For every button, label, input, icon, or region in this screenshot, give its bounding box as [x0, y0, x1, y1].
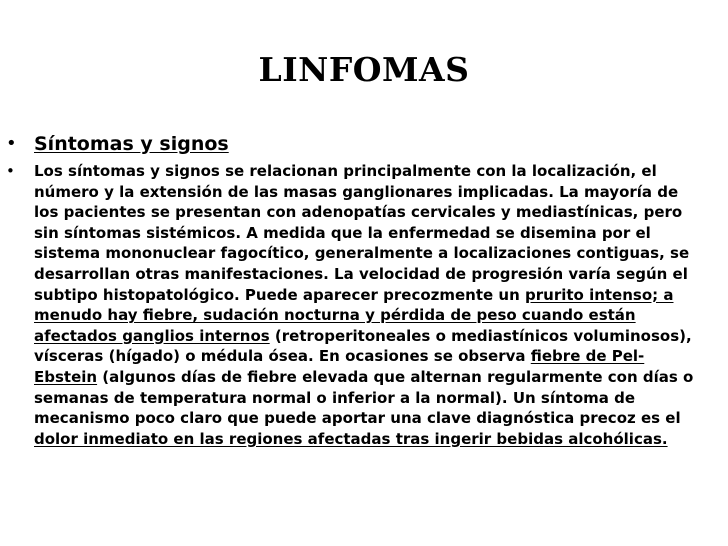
bullet-item-paragraph	[0, 161, 728, 449]
text-segment: (algunos días de fiebre elevada que alternan regularmente con días o semanas de temperatura normal o inferior a la normal). Un síntoma de mecanismo poco claro que puede aportar una clave diagnóstica precoz es el	[34, 367, 694, 428]
bullet-text	[34, 133, 229, 155]
text-segment: (retroperitoneales o mediastínicos voluminosos), vísceras (hígado) o médula ósea. En ocasiones se observa	[34, 326, 692, 366]
bullet-list	[0, 131, 728, 449]
bullet-dot-icon: •	[6, 133, 17, 154]
slide-title: LINFOMAS	[258, 50, 470, 89]
text-segment: Los síntomas y signos se relacionan principalmente con la localización, el número y la extensión de las masas ganglionares implicadas. La mayoría de los pacientes se presentan con adenopatías cervicales y mediastínicas, pero sin síntomas sistémicos. A medida que la enfermedad se disemina por el sistema mononuclear fagocítico, generalmente a localizaciones contiguas, se desarrollan otras manifestaciones. La velocidad de progresión varía según el subtipo histopatológico. Puede aparecer precozmente un	[34, 162, 690, 304]
bullet-text	[34, 162, 693, 448]
bullet-dot-icon: •	[6, 162, 15, 180]
bullet-item-heading	[0, 131, 728, 157]
link-text-pel-ebstein: fiebre de Pel-Ebstein	[34, 347, 645, 386]
link-text-alcohol-pain: dolor inmediato en las regiones afectadas tras ingerir bebidas alcohólicas.	[34, 429, 668, 448]
bullet-heading-text: Síntomas y signos	[34, 133, 229, 155]
link-text-symptoms: prurito intenso; a menudo hay fiebre, sudación nocturna y pérdida de peso cuando están afectados ganglios internos	[34, 285, 674, 345]
